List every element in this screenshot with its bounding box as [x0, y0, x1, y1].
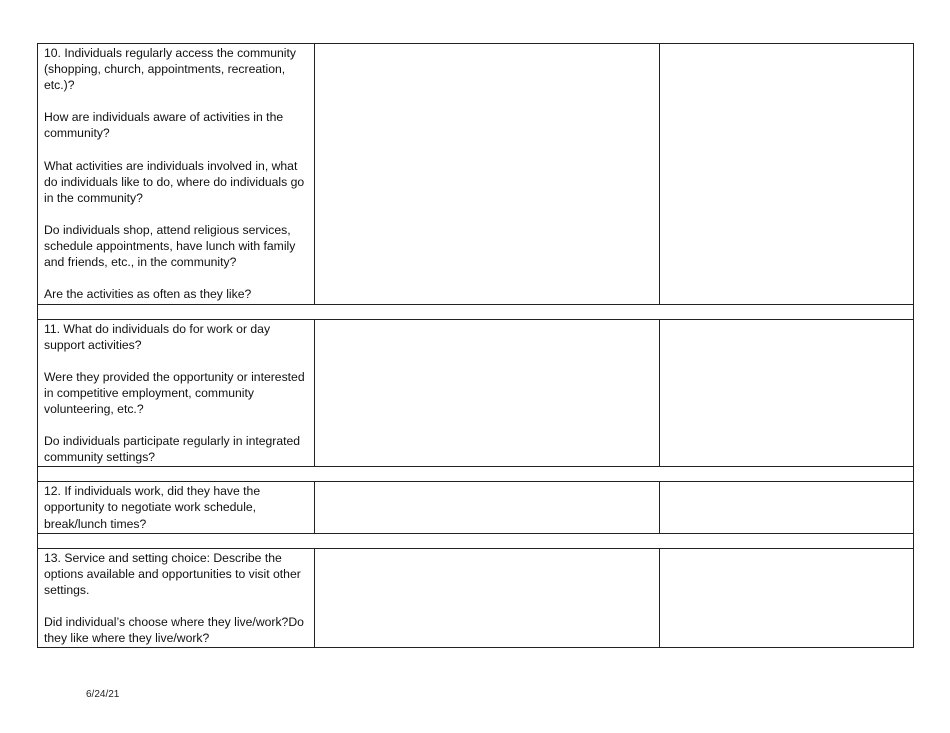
question-text: What activities are individuals involved in, what do individuals like to do, where do individuals go in the community? [44, 158, 305, 205]
response-cell[interactable] [315, 482, 660, 533]
spacer-cell [38, 533, 914, 548]
question-text: Do individuals shop, attend religious services, schedule appointments, have lunch with family and friends, etc., in the community? [44, 223, 296, 270]
question-cell-12 [38, 482, 315, 533]
notes-cell[interactable] [660, 319, 914, 467]
response-cell[interactable] [315, 548, 660, 648]
question-cell-10 [38, 44, 315, 305]
question-text: Were they provided the opportunity or interested in competitive employment, community volunteering, etc.? [44, 369, 305, 416]
notes-cell[interactable] [660, 44, 914, 305]
row-spacer [38, 467, 914, 482]
notes-cell[interactable] [660, 548, 914, 648]
table-row-q13 [38, 548, 914, 648]
table-row-q10 [38, 44, 914, 305]
row-spacer [38, 304, 914, 319]
question-text: Are the activities as often as they like? [44, 287, 252, 302]
question-text: 13. Service and setting choice: Describe the options available and opportunities to visit other settings. [44, 550, 301, 597]
spacer-cell [38, 304, 914, 319]
question-text: 12. If individuals work, did they have the opportunity to negotiate work schedule, break/lunch times? [44, 484, 261, 531]
question-text: Do individuals participate regularly in integrated community settings? [44, 434, 301, 465]
response-cell[interactable] [315, 44, 660, 305]
row-spacer [38, 533, 914, 548]
question-cell-11 [38, 319, 315, 467]
review-form-table [37, 43, 914, 648]
footer-date: 6/24/21 [86, 689, 120, 700]
spacer-cell [38, 467, 914, 482]
question-text: How are individuals aware of activities in the community? [44, 110, 284, 141]
review-form-table-container [37, 43, 913, 648]
question-text: Did individual’s choose where they live/work?Do they like where they live/work? [44, 615, 304, 646]
question-text: 11. What do individuals do for work or day support activities? [44, 321, 271, 352]
question-text: 10. Individuals regularly access the community (shopping, church, appointments, recreation, etc.)? [44, 46, 296, 93]
notes-cell[interactable] [660, 482, 914, 533]
table-row-q12 [38, 482, 914, 533]
table-row-q11 [38, 319, 914, 467]
response-cell[interactable] [315, 319, 660, 467]
question-cell-13 [38, 548, 315, 648]
